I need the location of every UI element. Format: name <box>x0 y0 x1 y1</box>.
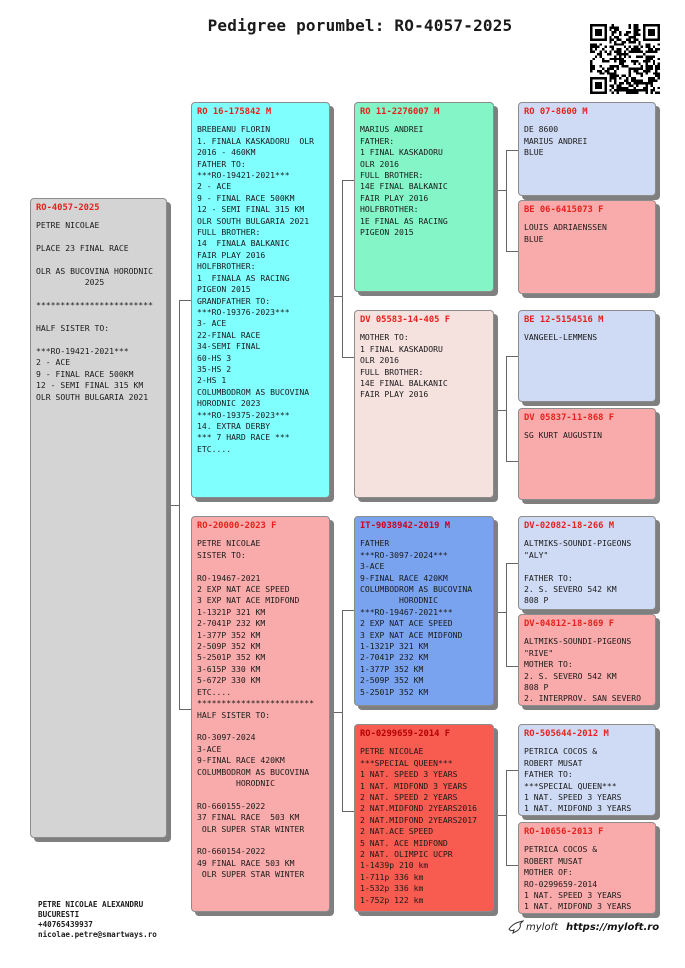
detail-line: BLUE <box>524 147 544 158</box>
detail-line: FATHER TO: <box>524 769 573 780</box>
detail-line: GRANDFATHER TO: <box>197 295 271 306</box>
detail-line: 5-2501P 352 KM <box>197 652 266 663</box>
detail-line: MARIUS ANDREI <box>524 135 588 146</box>
connector-ss <box>506 150 518 252</box>
detail-line: 14 FINALA BALKANIC <box>197 238 290 249</box>
detail-line: FAIR PLAY 2016 <box>360 192 429 203</box>
dam-dam-card[interactable] <box>354 724 494 912</box>
detail-line: 14E FINAL BALKANIC <box>360 181 448 192</box>
detail-line: COLUMBODROM AS BUCOVINA <box>197 386 310 397</box>
detail-line: 2 EXP NAT ACE SPEED <box>197 584 290 595</box>
detail-line: 3- ACE <box>197 318 227 329</box>
card-details <box>524 430 650 441</box>
detail-line: OLR AS BUCOVINA HORODNIC <box>36 266 153 277</box>
detail-line: 9 - FINAL RACE 500KM <box>197 192 295 203</box>
detail-line <box>197 789 324 800</box>
ring-number: BE 06-6415073 F <box>524 205 604 215</box>
detail-line: 1 NAT. MIDFOND 3 YEARS <box>360 780 468 791</box>
ring-number: DV 05583-14-405 F <box>360 315 451 325</box>
detail-line: PETRICA COCOS & <box>524 844 598 855</box>
ring-number: RO-0299659-2014 F <box>360 729 451 739</box>
ring-number: RO 16-175842 M <box>197 107 272 117</box>
detail-line: 60-HS 3 <box>197 352 232 363</box>
ring-number: IT-9038942-2019 M <box>360 521 451 531</box>
detail-line: 2-7041P 232 KM <box>197 618 266 629</box>
detail-line: OLR SOUTH BULGARIA 2021 <box>197 215 310 226</box>
detail-line: ***RO-19421-2021*** <box>197 170 290 181</box>
detail-line: COLUMBODROM AS BUCOVINA <box>360 584 473 595</box>
detail-line: 3-ACE <box>360 561 385 572</box>
detail-line: 2 - ACE <box>36 357 71 368</box>
owner-contact <box>38 900 157 940</box>
detail-line: 1-377P 352 KM <box>197 629 261 640</box>
detail-line: 1-752p 122 km <box>360 894 424 905</box>
detail-line: FULL BROTHER: <box>360 366 424 377</box>
detail-line: 808 P <box>524 682 549 693</box>
ring-number: RO-4057-2025 <box>36 203 100 213</box>
connector-sd-tick <box>494 410 506 411</box>
ring-number: BE 12-5154516 M <box>524 315 604 325</box>
detail-line: RO-19467-2021 <box>197 572 261 583</box>
detail-line: ALTMIKS-SOUNDI-PIGEONS <box>524 538 632 549</box>
detail-line: FAIR PLAY 2016 <box>360 389 429 400</box>
detail-line: ***RO-3097-2024*** <box>360 549 448 560</box>
detail-line: OLR SOUTH BULGARIA 2021 <box>36 391 149 402</box>
detail-line: PETRE NICOLAE <box>360 746 424 757</box>
detail-line: 2-7041P 232 KM <box>360 652 429 663</box>
detail-line: 1E FINAL AS RACING <box>360 215 448 226</box>
page-title: Pedigree porumbel: RO-4057-2025 <box>207 16 513 35</box>
detail-line: OLR 2016 <box>360 355 399 366</box>
detail-line: 1-1439p 210 km <box>360 860 429 871</box>
sd-sire-card[interactable] <box>518 310 656 402</box>
detail-line: 1. FINALA KASKADORU OLR <box>197 135 314 146</box>
detail-line: 2. S. SEVERO 542 KM <box>524 670 617 681</box>
detail-line: ***RO-19421-2021*** <box>36 345 129 356</box>
detail-line: 3 EXP NAT ACE MIDFOND <box>360 629 463 640</box>
detail-line: 9 - FINAL RACE 500KM <box>36 368 134 379</box>
detail-line: HOLFBROTHER: <box>197 261 256 272</box>
connector-sd <box>506 356 518 462</box>
brand-logo-text: myloft <box>526 921 558 933</box>
detail-line: MOTHER OF: <box>524 867 573 878</box>
detail-line: ***RO-19375-2023*** <box>197 409 290 420</box>
detail-line: 1-711p 336 km <box>360 871 424 882</box>
detail-line: 14. EXTRA DERBY <box>197 420 271 431</box>
detail-line <box>197 721 324 732</box>
detail-line: 9-FINAL RACE 420KM <box>197 755 285 766</box>
card-details <box>524 222 650 245</box>
detail-line: 3 EXP NAT ACE MIDFOND <box>197 595 300 606</box>
detail-line: 2. INTERPROV. SAN SEVERO <box>524 693 641 704</box>
card-details <box>360 538 488 698</box>
detail-line: 35-HS 2 <box>197 363 232 374</box>
detail-line: 1-1321P 321 KM <box>360 641 429 652</box>
card-details <box>360 124 488 238</box>
card-details <box>197 538 324 880</box>
detail-line: ROBERT MUSAT <box>524 855 583 866</box>
detail-line: 1 NAT. MIDFOND 3 YEARS <box>524 901 632 912</box>
detail-line: 22-FINAL RACE <box>197 329 261 340</box>
detail-line: 12 - SEMI FINAL 315 KM <box>197 204 305 215</box>
detail-line: HALF SISTER TO: <box>36 323 110 334</box>
detail-line: nicolae.petre@smartways.ro <box>38 930 157 939</box>
connector-sire <box>342 180 354 358</box>
detail-line: 37 FINAL RACE 503 KM <box>197 812 300 823</box>
connector-dam-tick <box>330 712 342 713</box>
detail-line: 2-HS 1 <box>197 375 227 386</box>
detail-line: PETRE NICOLAE <box>197 538 261 549</box>
detail-line: 9-FINAL RACE 420KM <box>360 572 448 583</box>
detail-line: HORODNIC 2023 <box>197 398 261 409</box>
sd-dam-card[interactable] <box>518 408 656 500</box>
detail-line: MOTHER TO: <box>524 659 573 670</box>
ring-number: DV-04812-18-869 F <box>524 619 615 629</box>
detail-line: HALF SISTER TO: <box>197 709 271 720</box>
detail-line: PLACE 23 FINAL RACE <box>36 243 129 254</box>
card-details <box>524 332 650 343</box>
detail-line: COLUMBODROM AS BUCOVINA <box>197 766 310 777</box>
ds-dam-card[interactable] <box>518 614 656 706</box>
detail-line: ************************ <box>197 698 314 709</box>
detail-line: 1-1321P 321 KM <box>197 606 266 617</box>
detail-line: FULL BROTHER: <box>360 170 424 181</box>
detail-line: 49 FINAL RACE 503 KM <box>197 857 295 868</box>
card-details <box>524 746 650 814</box>
detail-line <box>36 334 161 345</box>
ring-number: RO-20000-2023 F <box>197 521 277 531</box>
detail-line: 1 NAT. SPEED 3 YEARS <box>524 792 622 803</box>
detail-line <box>197 561 324 572</box>
connector-subject-tick <box>167 505 179 506</box>
detail-line: PETRE NICOLAE ALEXANDRU <box>38 900 144 909</box>
card-details <box>524 538 650 606</box>
detail-line: ROBERT MUSAT <box>524 757 583 768</box>
detail-line: BREBEANU FLORIN <box>197 124 271 135</box>
detail-line: +40765439937 <box>38 920 93 929</box>
detail-line: 1 FINAL KASKADORU <box>360 343 443 354</box>
detail-line: 1 NAT. MIDFOND 3 YEARS <box>524 803 632 814</box>
detail-line: 2 NAT.ACE SPEED <box>360 826 434 837</box>
detail-line: 2025 <box>36 277 105 288</box>
detail-line: BLUE <box>524 233 544 244</box>
detail-line: 2-509P 352 KM <box>360 675 424 686</box>
sire-dam-card[interactable] <box>354 310 494 498</box>
detail-line: 3-ACE <box>197 743 222 754</box>
brand-url-link[interactable]: https://myloft.ro <box>566 921 660 933</box>
detail-line: ETC.... <box>197 686 232 697</box>
detail-line <box>197 835 324 846</box>
ring-number: RO-505644-2012 M <box>524 729 609 739</box>
detail-line: ***RO-19376-2023*** <box>197 306 290 317</box>
detail-line: LOUIS ADRIAENSSEN <box>524 222 607 233</box>
card-details <box>524 844 650 912</box>
detail-line: FULL BROTHER: <box>197 227 261 238</box>
detail-line: 2 NAT. OLIMPIC UCPR <box>360 849 453 860</box>
contact-lines <box>38 900 157 940</box>
detail-line: 1 FINAL KASKADORU <box>360 147 443 158</box>
ds-sire-card[interactable] <box>518 516 656 610</box>
detail-line: 1 FINALA AS RACING <box>197 272 290 283</box>
detail-line: PETRE NICOLAE <box>36 220 100 231</box>
detail-line: FATHER <box>360 538 390 549</box>
dam-card[interactable] <box>191 516 330 912</box>
brand <box>508 920 659 934</box>
detail-line: PIGEON 2015 <box>197 284 251 295</box>
detail-line: 5 NAT. ACE MIDFOND <box>360 837 448 848</box>
ring-number: RO 11-2276007 M <box>360 107 440 117</box>
connector-dd <box>506 770 518 866</box>
connector-dd-tick <box>494 815 506 816</box>
ring-number: RO-10656-2013 F <box>524 827 604 837</box>
detail-line: "ALY" <box>524 549 549 560</box>
detail-line: 12 - SEMI FINAL 315 KM <box>36 380 144 391</box>
detail-line: RO-660155-2022 <box>197 800 266 811</box>
ring-number: RO 07-8600 M <box>524 107 588 117</box>
connector-subject <box>179 300 191 710</box>
detail-line: 5-672P 330 KM <box>197 675 261 686</box>
pigeon-icon <box>508 920 524 934</box>
detail-line <box>36 232 161 243</box>
detail-line: FATHER TO: <box>197 158 246 169</box>
detail-line: OLR SUPER STAR WINTER <box>197 823 305 834</box>
ring-number: DV 05837-11-868 F <box>524 413 615 423</box>
ring-number: DV-02082-18-266 M <box>524 521 615 531</box>
detail-line: 1-532p 336 km <box>360 883 424 894</box>
dd-sire-card[interactable] <box>518 724 656 816</box>
detail-line: 808 P <box>524 595 549 606</box>
detail-line: 1 NAT. SPEED 3 YEARS <box>360 769 458 780</box>
detail-line: RO-0299659-2014 <box>524 878 598 889</box>
ss-dam-card[interactable] <box>518 200 656 294</box>
qr-code-icon <box>590 24 660 94</box>
detail-line <box>524 561 650 572</box>
detail-line: MOTHER TO: <box>360 332 409 343</box>
connector-sire-tick <box>330 296 342 297</box>
detail-line: 2-509P 352 KM <box>197 641 261 652</box>
card-details <box>360 746 488 906</box>
sire-sire-card[interactable] <box>354 102 494 292</box>
detail-line: 2 - ACE <box>197 181 232 192</box>
detail-line <box>36 255 161 266</box>
myloft-logo <box>508 920 558 934</box>
detail-line: HOLFBROTHER: <box>360 204 419 215</box>
detail-line: SISTER TO: <box>197 549 246 560</box>
detail-line: SG KURT AUGUSTIN <box>524 430 602 441</box>
sire-card[interactable] <box>191 102 330 498</box>
detail-line: ***SPECIAL QUEEN*** <box>360 757 453 768</box>
detail-line: BUCURESTI <box>38 910 80 919</box>
detail-line <box>36 312 161 323</box>
connector-ds <box>506 563 518 667</box>
detail-line <box>36 289 161 300</box>
detail-line: PETRICA COCOS & <box>524 746 598 757</box>
detail-line: VANGEEL-LEMMENS <box>524 332 598 343</box>
detail-line: 14E FINAL BALKANIC <box>360 378 448 389</box>
dd-dam-card[interactable] <box>518 822 656 914</box>
detail-line: ************************ <box>36 300 153 311</box>
dam-sire-card[interactable] <box>354 516 494 706</box>
detail-line: FATHER TO: <box>524 572 573 583</box>
detail-line: RO-3097-2024 <box>197 732 256 743</box>
detail-line: 1-377P 352 KM <box>360 663 424 674</box>
card-details <box>360 332 488 400</box>
card-details <box>524 124 650 158</box>
detail-line: ETC.... <box>197 443 232 454</box>
detail-line: HORODNIC <box>197 777 275 788</box>
card-details <box>524 636 650 704</box>
detail-line: 2016 - 460KM <box>197 147 256 158</box>
detail-line: 5-2501P 352 KM <box>360 686 429 697</box>
connector-dam <box>342 610 354 812</box>
detail-line: 3-615P 330 KM <box>197 663 261 674</box>
ss-sire-card[interactable] <box>518 102 656 196</box>
detail-line: OLR 2016 <box>360 158 399 169</box>
detail-line: HORODNIC <box>360 595 438 606</box>
detail-line: ***RO-19467-2021*** <box>360 606 453 617</box>
detail-line: 2 NAT.MIDFOND 2YEARS2017 <box>360 814 477 825</box>
detail-line: 34-SEMI FINAL <box>197 341 261 352</box>
detail-line: 2 NAT.MIDFOND 2YEARS2016 <box>360 803 477 814</box>
subject-card[interactable] <box>30 198 167 838</box>
detail-line: FAIR PLAY 2016 <box>197 249 266 260</box>
detail-line: ***SPECIAL QUEEN*** <box>524 780 617 791</box>
detail-line: FATHER: <box>360 135 395 146</box>
detail-line: RO-660154-2022 <box>197 846 266 857</box>
detail-line: 2. S. SEVERO 542 KM <box>524 584 617 595</box>
detail-line: 2 NAT. SPEED 2 YEARS <box>360 792 458 803</box>
detail-line: MARIUS ANDREI <box>360 124 424 135</box>
detail-line: PIGEON 2015 <box>360 227 414 238</box>
detail-line: 2 EXP NAT ACE SPEED <box>360 618 453 629</box>
detail-line: "RIVE" <box>524 647 554 658</box>
detail-line: OLR SUPER STAR WINTER <box>197 869 305 880</box>
detail-line: *** 7 HARD RACE *** <box>197 432 290 443</box>
card-details <box>36 220 161 403</box>
detail-line: 1 NAT. SPEED 3 YEARS <box>524 890 622 901</box>
detail-line: DE 8600 <box>524 124 559 135</box>
detail-line: ALTMIKS-SOUNDI-PIGEONS <box>524 636 632 647</box>
connector-ds-tick <box>494 612 506 613</box>
connector-ss-tick <box>494 190 506 191</box>
card-details <box>197 124 324 455</box>
